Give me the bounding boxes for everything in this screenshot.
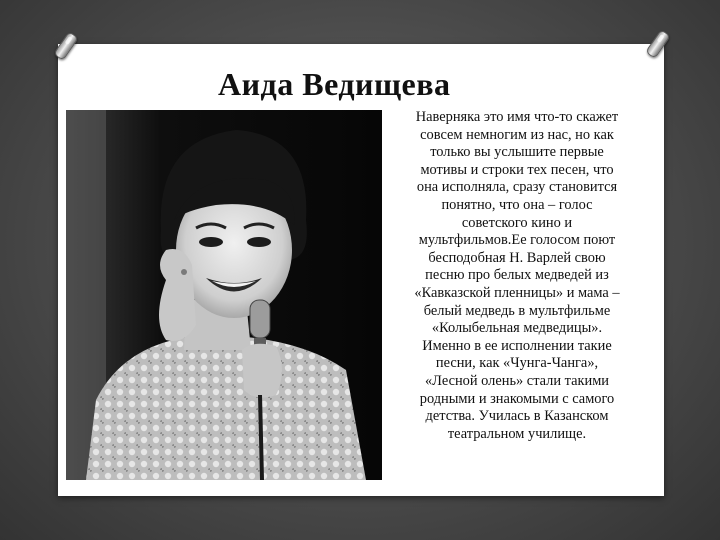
singer-photo	[66, 110, 382, 480]
text-line: Наверняка это имя что-то скажет	[415, 109, 619, 125]
text-line: советского кино и	[461, 214, 573, 231]
text-line: «Кавказской пленницы» и мама –	[414, 284, 620, 301]
text-line: «Лесной олень» стали такими	[424, 372, 609, 389]
text-line: песню про белых медведей из	[425, 267, 609, 284]
text-line: белый медведь в мультфильме	[423, 302, 611, 319]
text-line: только вы услышите первые	[430, 144, 604, 161]
text-line: песни, как «Чунга-Чанга»,	[435, 355, 599, 372]
text-line: «Колыбельная медведицы».	[431, 320, 603, 337]
biography-text	[383, 109, 651, 443]
text-line: понятно, что она – голос	[441, 196, 593, 213]
text-line: Именно в ее исполнении такие	[422, 337, 612, 354]
text-line: детства. Училась в Казанском	[425, 408, 609, 425]
text-line: театральном училище.	[447, 425, 587, 442]
text-line: родными и знакомыми с самого	[419, 390, 615, 407]
text-line: она исполняла, сразу становится	[416, 179, 618, 196]
text-line: мультфильмов.Ее голосом поют	[418, 232, 616, 249]
text-line: мотивы и строки тех песен, что	[420, 161, 614, 178]
text-line: бесподобная Н. Варлей свою	[428, 249, 606, 266]
text-line: совсем немногим из нас, но как	[420, 126, 614, 143]
slide-title: Аида Ведищева	[218, 66, 451, 102]
